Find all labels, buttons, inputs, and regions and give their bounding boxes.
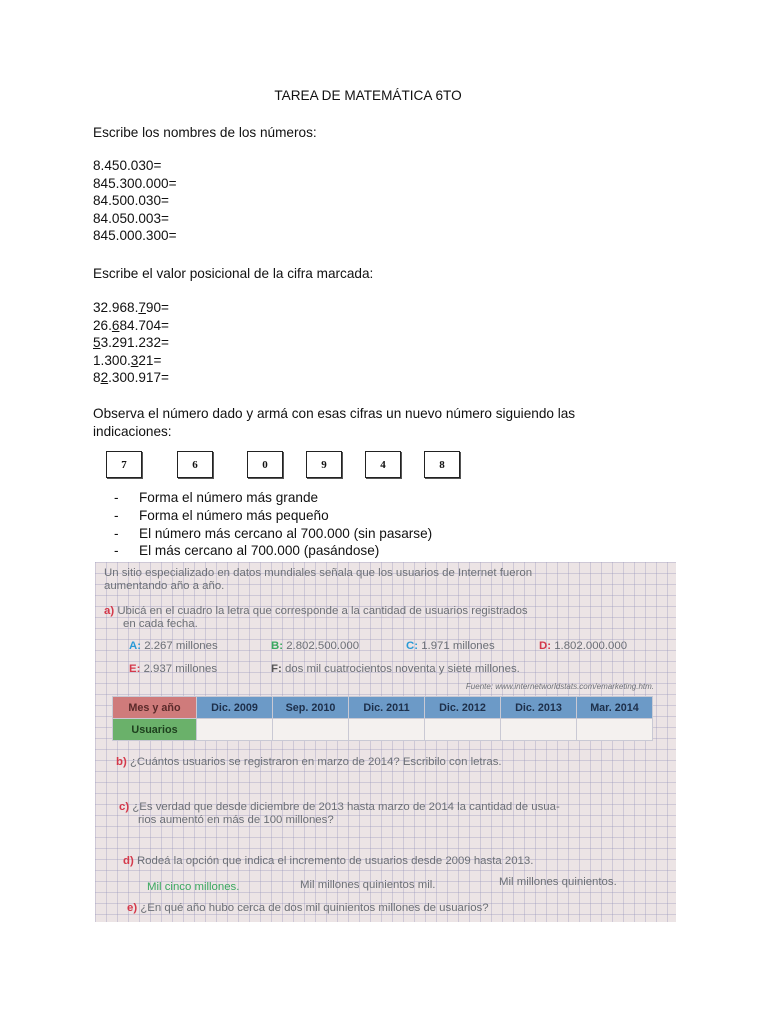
table-cell — [197, 719, 273, 741]
number-item: 8.450.030= — [93, 158, 162, 173]
place-value-item: 26.684.704= — [93, 317, 169, 333]
users-table — [112, 696, 653, 741]
question-d: d) Rodeá la opción que indica el incremento de usuarios desde 2009 hasta 2013. — [123, 855, 534, 867]
textbook-photo — [95, 562, 676, 922]
choice-2: Mil millones quinientos mil. — [300, 879, 436, 891]
marked-digit: 2 — [100, 370, 109, 386]
table-cell — [349, 719, 425, 741]
table-header-cell: Dic. 2013 — [501, 697, 577, 719]
number-item: 84.500.030= — [93, 193, 169, 209]
table-cell — [577, 719, 653, 741]
table-row-label: Mes y año — [113, 697, 197, 719]
task-item: - Forma el número más pequeño — [114, 507, 432, 525]
marked-digit: 3 — [130, 352, 139, 368]
table-cell — [273, 719, 349, 741]
marked-digit: 5 — [93, 335, 101, 351]
place-value-item: 82.300.917= — [93, 370, 169, 386]
choice-1: Mil cinco millones. — [147, 881, 240, 893]
place-value-item: 32.968.790= — [93, 300, 169, 315]
marked-digit: 7 — [138, 300, 146, 315]
place-value-item: 53.291.232= — [93, 335, 169, 351]
digit-box: 8 — [424, 451, 460, 478]
source-note: Fuente: www.internetworldstats.com/emarketing.htm. — [465, 682, 654, 691]
number-item: 84.050.003= — [93, 210, 169, 226]
table-cell — [425, 719, 501, 741]
table-header-cell: Sep. 2010 — [273, 697, 349, 719]
table-header-cell: Mar. 2014 — [577, 697, 653, 719]
section2-instruction: Escribe el valor posicional de la cifra marcada: — [93, 266, 374, 281]
digit-box: 7 — [106, 451, 142, 478]
number-item: 845.300.000= — [93, 175, 177, 191]
marked-digit: 6 — [111, 317, 120, 333]
option-b: B: 2.802.500.000 — [271, 640, 360, 652]
table-header-cell: Dic. 2011 — [349, 697, 425, 719]
number-list-1 — [93, 157, 177, 245]
table-row-label: Usuarios — [113, 719, 197, 741]
digit-box: 0 — [247, 451, 283, 478]
place-value-item: 1.300.321= — [93, 352, 162, 368]
question-b: b) ¿Cuántos usuarios se registraron en marzo de 2014? Escribilo con letras. — [116, 756, 502, 768]
option-a: A: 2.267 millones — [129, 640, 218, 652]
table-header-cell: Dic. 2009 — [197, 697, 273, 719]
photo-intro: Un sitio especializado en datos mundiales señala que los usuarios de Internet fueron aumentando año a año. — [104, 567, 533, 592]
question-a-label: a) — [104, 605, 115, 617]
task-item: - Forma el número más grande — [114, 489, 432, 507]
question-e: e) ¿En qué año hubo cerca de dos mil quinientos millones de usuarios? — [127, 902, 489, 914]
section3-instruction: Observa el número dado y armá con esas cifras un nuevo número siguiendo las indicaciones: — [93, 406, 576, 439]
option-f: F: dos mil cuatrocientos noventa y siete millones. — [271, 663, 520, 675]
page-title: TAREA DE MATEMÁTICA 6TO — [274, 88, 462, 103]
option-e: E: 2.937 millones — [129, 663, 218, 675]
option-c: C: 1.971 millones — [406, 640, 495, 652]
question-a: a) Ubicá en el cuadro la letra que corresponde a la cantidad de usuarios registrados en cada fecha. — [104, 605, 528, 630]
section1-instruction: Escribe los nombres de los números: — [93, 125, 317, 140]
question-c: c) ¿Es verdad que desde diciembre de 2013 hasta marzo de 2014 la cantidad de usua- rios aumentó en más de 100 millones? — [119, 801, 560, 826]
table-cell — [501, 719, 577, 741]
number-item: 845.000.300= — [93, 228, 177, 244]
task-item: - El más cercano al 700.000 (pasándose) — [114, 542, 432, 560]
option-d: D: 1.802.000.000 — [539, 640, 628, 652]
number-list-2 — [93, 299, 169, 387]
task-list — [114, 489, 432, 560]
digit-box: 9 — [306, 451, 342, 478]
digit-box: 6 — [177, 451, 213, 478]
choice-3: Mil millones quinientos. — [499, 876, 617, 888]
task-item: - El número más cercano al 700.000 (sin pasarse) — [114, 525, 432, 543]
digit-box: 4 — [365, 451, 401, 478]
table-header-cell: Dic. 2012 — [425, 697, 501, 719]
